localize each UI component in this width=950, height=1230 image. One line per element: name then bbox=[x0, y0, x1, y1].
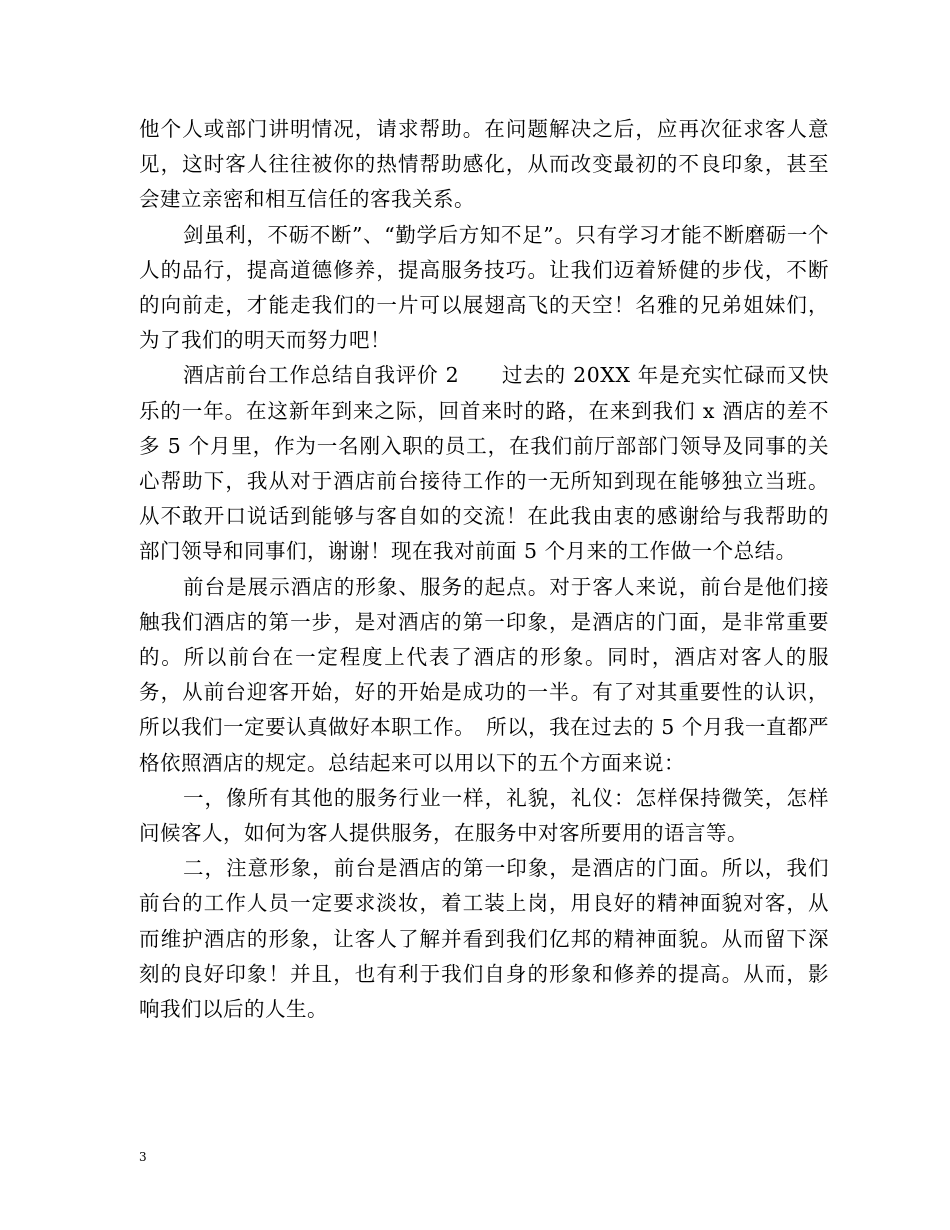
page-number: 3 bbox=[139, 1150, 147, 1164]
paragraph: 一，像所有其他的服务行业一样，礼貌，礼仪：怎样保持微笑，怎样问候客人，如何为客人提供服务，在服务中对客所要用的语言等。 bbox=[139, 785, 829, 846]
paragraph: 剑虽利，不砺不断”、“勤学后方知不足”。只有学习才能不断磨砺一个人的品行，提高道德修养，提高服务技巧。让我们迈着矫健的步伐，不断的向前走，才能走我们的一片可以展翅高飞的天空！名雅的兄弟姐妹们，为了我们的明天而努力吧！ bbox=[139, 222, 829, 353]
paragraph: 他个人或部门讲明情况，请求帮助。在问题解决之后，应再次征求客人意见，这时客人往往被你的热情帮助感化，从而改变最初的不良印象，甚至会建立亲密和相互信任的客我关系。 bbox=[139, 117, 829, 212]
paragraph: 二，注意形象，前台是酒店的第一印象，是酒店的门面。所以，我们前台的工作人员一定要求淡妆，着工装上岗，用良好的精神面貌对客，从而维护酒店的形象，让客人了解并看到我们亿邦的精神面貌。从而留下深刻的良好印象！并且，也有利于我们自身的形象和修养的提高。从而，影响我们以后的人生。 bbox=[139, 856, 829, 1022]
paragraph: 酒店前台工作总结自我评价 2 过去的 20XX 年是充实忙碌而又快乐的一年。在这新年到来之际，回首来时的路，在来到我们 x 酒店的差不多 5 个月里，作为一名刚入职的员工，在我们前厅部部门领导及同事的关心帮助下，我从对于酒店前台接待工作的一无所知到现在能够独立当班。从不敢开口说话到能够与客自如的交流！在此我由衷的感谢给与我帮助的部门领导和同事们，谢谢！现在我对前面 5 个月来的工作做一个总结。 bbox=[139, 363, 829, 564]
body-text bbox=[139, 112, 829, 1027]
paragraph: 前台是展示酒店的形象、服务的起点。对于客人来说，前台是他们接触我们酒店的第一步，是对酒店的第一印象，是酒店的门面，是非常重要的。所以前台在一定程度上代表了酒店的形象。同时，酒店对客人的服务，从前台迎客开始，好的开始是成功的一半。有了对其重要性的认识，所以我们一定要认真做好本职工作。 所以，我在过去的 5 个月我一直都严格依照酒店的规定。总结起来可以用以下的五个方面来说： bbox=[139, 574, 829, 775]
